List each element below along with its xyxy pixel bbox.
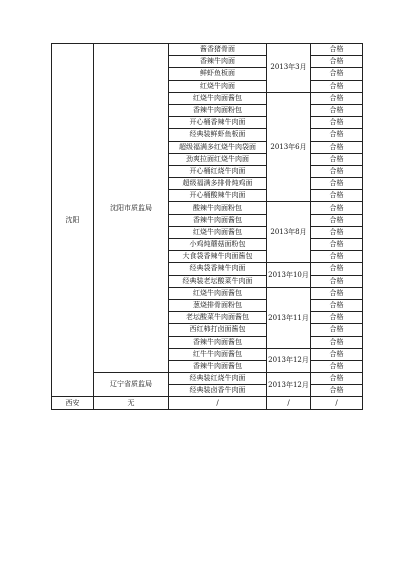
product-cell: 开心桶红烧牛肉面 <box>169 165 267 177</box>
result-cell: / <box>311 397 363 409</box>
result-cell: 合格 <box>311 153 363 165</box>
result-cell: 合格 <box>311 275 363 287</box>
table-row <box>52 397 363 409</box>
result-cell: 合格 <box>311 287 363 299</box>
product-cell: 红烧牛肉面 <box>169 80 267 92</box>
result-cell: 合格 <box>311 165 363 177</box>
result-cell: 合格 <box>311 299 363 311</box>
result-cell: 合格 <box>311 348 363 360</box>
result-cell: 合格 <box>311 190 363 202</box>
product-cell: 超级福满多排骨炖鸡面 <box>169 178 267 190</box>
product-cell: 酱香猪骨面 <box>169 44 267 56</box>
date-cell: 2013年3月 <box>267 44 311 93</box>
product-cell: 香辣牛肉面酱包 <box>169 214 267 226</box>
product-cell: 开心桶酸辣牛肉面 <box>169 190 267 202</box>
date-cell: 2013年12月 <box>267 348 311 372</box>
product-cell: 香辣牛肉面 <box>169 56 267 68</box>
product-cell: 经典装老坛酸菜牛肉面 <box>169 275 267 287</box>
result-cell: 合格 <box>311 141 363 153</box>
product-cell: 红烧牛肉面酱包 <box>169 92 267 104</box>
result-cell: 合格 <box>311 385 363 397</box>
result-cell: 合格 <box>311 263 363 275</box>
result-cell: 合格 <box>311 104 363 116</box>
city-cell: 西安 <box>52 397 94 409</box>
product-cell: 西红柿打卤面酱包 <box>169 324 267 336</box>
result-cell: 合格 <box>311 56 363 68</box>
product-cell: 红烧牛肉面酱包 <box>169 287 267 299</box>
date-cell: 2013年6月 <box>267 92 311 202</box>
product-cell: 小鸡炖蘑菇面粉包 <box>169 239 267 251</box>
product-cell: 红牛牛肉面酱包 <box>169 348 267 360</box>
result-cell: 合格 <box>311 129 363 141</box>
result-cell: 合格 <box>311 178 363 190</box>
product-cell: 鲜虾鱼板面 <box>169 68 267 80</box>
product-cell: 老坛酸菜牛肉面酱包 <box>169 312 267 324</box>
product-cell: 葱烧排骨面粉包 <box>169 299 267 311</box>
agency-cell: 无 <box>94 397 169 409</box>
product-cell: 经典袋香辣牛肉面 <box>169 263 267 275</box>
product-cell: 经典装鲜虾鱼板面 <box>169 129 267 141</box>
product-cell: 香辣牛肉面酱包 <box>169 336 267 348</box>
result-cell: 合格 <box>311 336 363 348</box>
inspection-table <box>51 43 363 410</box>
result-cell: 合格 <box>311 44 363 56</box>
result-cell: 合格 <box>311 360 363 372</box>
result-cell: 合格 <box>311 68 363 80</box>
result-cell: 合格 <box>311 239 363 251</box>
date-cell: 2013年12月 <box>267 373 311 397</box>
result-cell: 合格 <box>311 117 363 129</box>
product-cell: 香辣牛肉面粉包 <box>169 104 267 116</box>
result-cell: 合格 <box>311 80 363 92</box>
result-cell: 合格 <box>311 202 363 214</box>
product-cell: 香辣牛肉面酱包 <box>169 360 267 372</box>
table-row <box>52 44 363 56</box>
result-cell: 合格 <box>311 92 363 104</box>
product-cell: 开心桶香辣牛肉面 <box>169 117 267 129</box>
result-cell: 合格 <box>311 324 363 336</box>
date-cell: 2013年11月 <box>267 287 311 348</box>
result-cell: 合格 <box>311 226 363 238</box>
result-cell: 合格 <box>311 214 363 226</box>
result-cell: 合格 <box>311 251 363 263</box>
product-cell: 超级福满多红烧牛肉袋面 <box>169 141 267 153</box>
product-cell: 红烧牛肉面酱包 <box>169 226 267 238</box>
date-cell: / <box>267 397 311 409</box>
product-cell: / <box>169 397 267 409</box>
date-cell: 2013年10月 <box>267 263 311 287</box>
product-cell: 酸辣牛肉面粉包 <box>169 202 267 214</box>
product-cell: 经典装卤香牛肉面 <box>169 385 267 397</box>
product-cell: 大食袋香辣牛肉面酱包 <box>169 251 267 263</box>
result-cell: 合格 <box>311 312 363 324</box>
agency-cell: 沈阳市质监局 <box>94 44 169 373</box>
date-cell: 2013年8月 <box>267 202 311 263</box>
city-cell: 沈阳 <box>52 44 94 397</box>
table-row <box>52 373 363 385</box>
product-cell: 劲爽拉面红烧牛肉面 <box>169 153 267 165</box>
product-cell: 经典装红烧牛肉面 <box>169 373 267 385</box>
result-cell: 合格 <box>311 373 363 385</box>
agency-cell: 辽宁省质监局 <box>94 373 169 397</box>
